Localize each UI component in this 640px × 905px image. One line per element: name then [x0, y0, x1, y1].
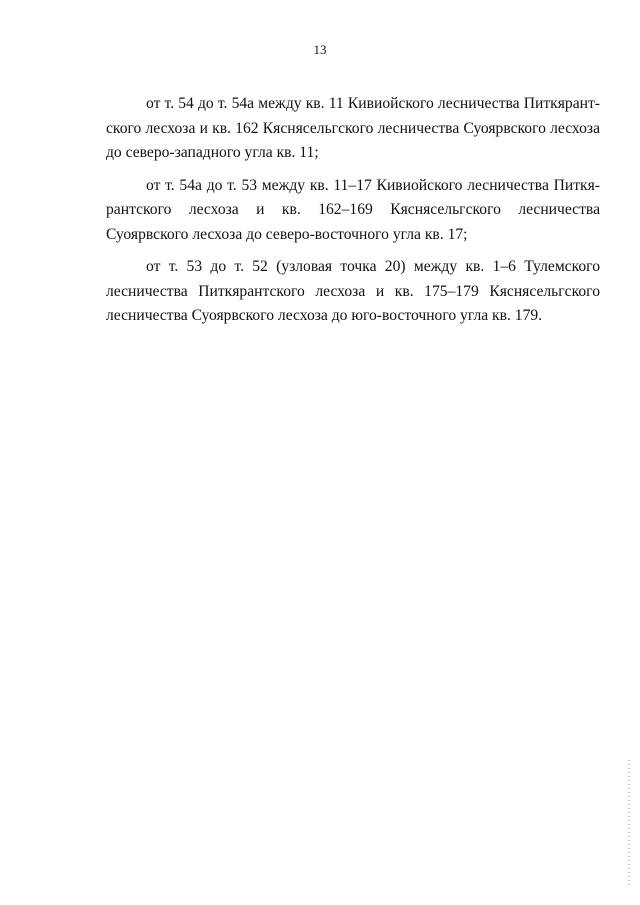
paragraph-1: от т. 54 до т. 54а между кв. 11 Кивиойского лесничества Питкярантского лесхоза и кв. 162 Кяснясельгского лесничества Суоярвского лесхоза до северо-западного угла кв. 11;	[106, 95, 600, 161]
scan-edge-marks	[628, 760, 630, 885]
document-body	[106, 92, 600, 337]
paragraph-3: от т. 53 до т. 52 (узловая точка 20) между кв. 1–6 Тулемского лесничества Питкярантского лесхоза и кв. 175–179 Кяснясельгского лесничества Суоярвского лесхоза до юго-восточного угла кв. 179.	[106, 258, 600, 324]
page-number: 13	[313, 42, 327, 57]
paragraph-2: от т. 54а до т. 53 между кв. 11–17 Кивиойского лесничества Питкярантского лесхоза и кв. 162–169 Кяснясельгского лесничества Суоярвского лесхоза до северо-восточного угла кв. 17;	[106, 176, 600, 243]
